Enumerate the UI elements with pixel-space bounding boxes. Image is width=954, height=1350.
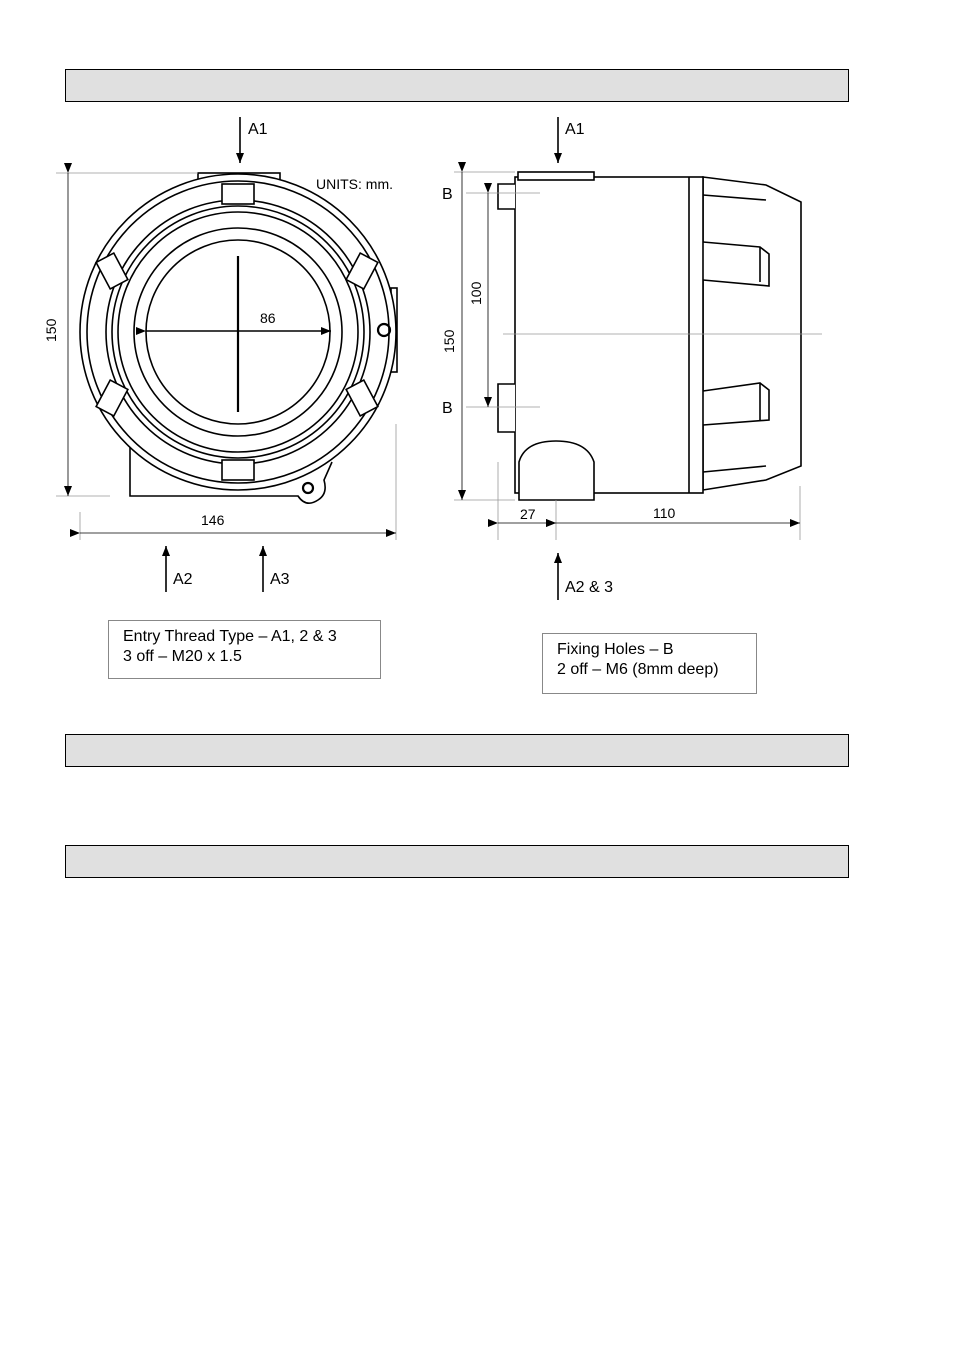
front-window-dim-label: 86 (260, 310, 276, 326)
side-label-b-lower: B (442, 400, 453, 417)
side-bottom-entry-boss (519, 441, 594, 500)
side-cover-rib-upper (703, 242, 769, 286)
side-fixing-lug-upper (498, 184, 515, 209)
fixing-holes-note (542, 633, 757, 694)
side-label-a2-a3: A2 & 3 (565, 579, 614, 596)
entry-thread-note-line2: 3 off – M20 x 1.5 (123, 648, 242, 665)
front-height-dim-label: 150 (43, 318, 59, 342)
side-height-dim-label: 150 (441, 329, 457, 353)
front-label-a1: A1 (248, 121, 268, 138)
front-label-a2: A2 (173, 571, 193, 588)
side-hole-spacing-dim-label: 100 (468, 281, 484, 305)
front-label-a3: A3 (270, 571, 290, 588)
side-cover (703, 177, 801, 490)
side-label-a1: A1 (565, 121, 585, 138)
side-cover-rib-lower (703, 383, 769, 425)
front-view (80, 173, 397, 503)
section-header-bar-2 (65, 734, 849, 767)
side-entry-offset-dim-label: 27 (520, 506, 536, 522)
units-label: UNITS: mm. (316, 176, 393, 192)
entry-thread-note (108, 620, 381, 679)
side-label-b-upper: B (442, 186, 453, 203)
front-width-dim-label: 146 (201, 512, 225, 528)
fixing-holes-note-line2: 2 off – M6 (8mm deep) (557, 661, 719, 678)
fixing-holes-note-line1: Fixing Holes – B (557, 641, 674, 658)
entry-thread-note-line1: Entry Thread Type – A1, 2 & 3 (123, 628, 337, 645)
side-view (498, 172, 801, 500)
section-header-bar-3 (65, 845, 849, 878)
side-top-entry-boss (518, 172, 594, 180)
side-fixing-lug-lower (498, 384, 515, 432)
side-depth-dim-label: 110 (653, 505, 676, 521)
